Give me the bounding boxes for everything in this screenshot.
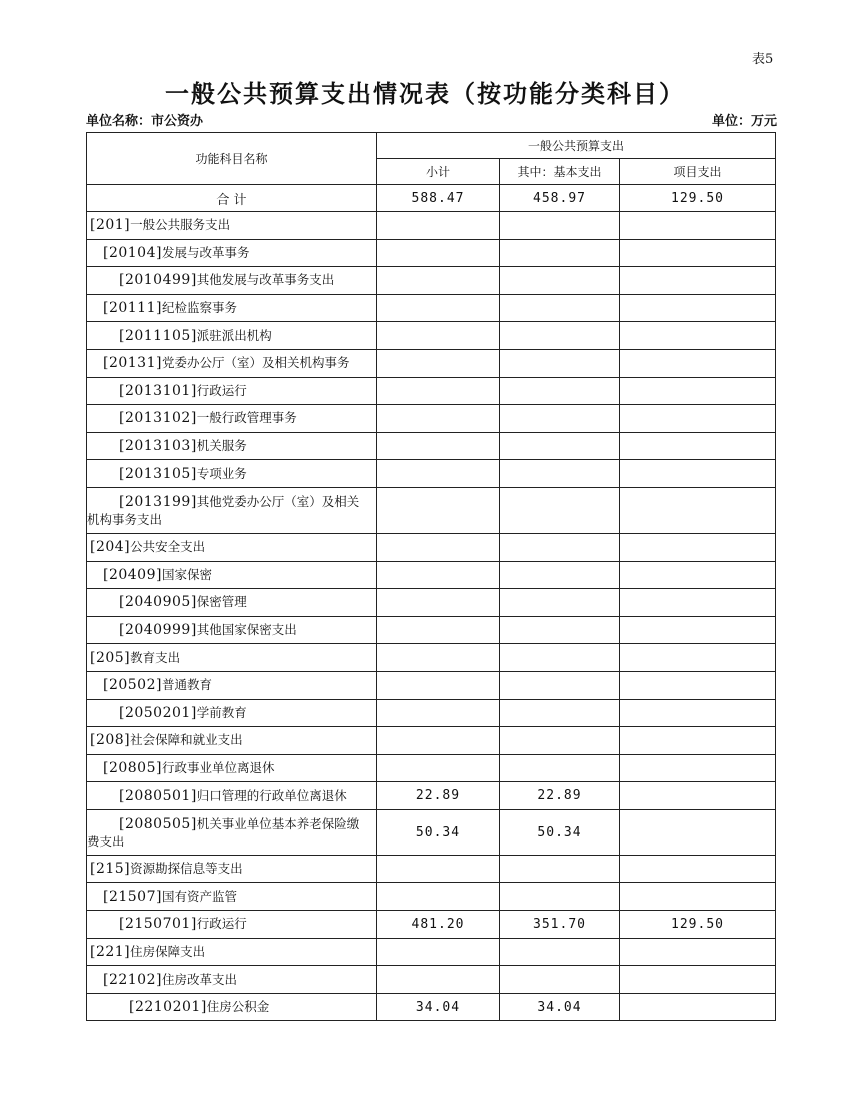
row-project — [620, 883, 776, 911]
table-row — [87, 533, 776, 561]
row-code: [2011105] — [119, 327, 197, 344]
row-name: 公共安全支出 — [130, 539, 206, 555]
row-name: 其他国家保密支出 — [196, 622, 297, 638]
row-basic: 22.89 — [500, 782, 620, 810]
row-subtotal — [377, 533, 500, 561]
row-name: 行政运行 — [196, 382, 247, 398]
row-basic — [500, 432, 620, 460]
table-row — [87, 322, 776, 350]
row-project — [620, 644, 776, 672]
row-subtotal — [377, 239, 500, 267]
table-row — [87, 782, 776, 810]
row-basic — [500, 671, 620, 699]
row-project — [620, 855, 776, 883]
row-subtotal: 22.89 — [377, 782, 500, 810]
row-subtotal — [377, 616, 500, 644]
row-label — [87, 294, 377, 322]
row-project — [620, 460, 776, 488]
table-row — [87, 883, 776, 911]
table-row — [87, 294, 776, 322]
row-subtotal — [377, 644, 500, 672]
budget-table — [86, 132, 776, 1021]
row-basic — [500, 727, 620, 755]
row-name: 住房保障支出 — [130, 943, 206, 959]
row-code: [20104] — [103, 244, 162, 261]
row-project — [620, 809, 776, 855]
row-project — [620, 267, 776, 295]
row-label — [87, 212, 377, 240]
row-subtotal — [377, 589, 500, 617]
row-code: [201] — [90, 217, 131, 234]
row-label — [87, 671, 377, 699]
row-label — [87, 911, 377, 939]
total-label: 合 计 — [87, 185, 377, 212]
row-subtotal — [377, 377, 500, 405]
row-label — [87, 589, 377, 617]
row-basic — [500, 267, 620, 295]
row-basic — [500, 239, 620, 267]
row-project — [620, 533, 776, 561]
row-project — [620, 782, 776, 810]
row-subtotal — [377, 349, 500, 377]
row-label — [87, 938, 377, 966]
table-row — [87, 267, 776, 295]
row-name: 国家保密 — [161, 566, 212, 582]
row-code: [2010499] — [119, 272, 197, 289]
header-name: 功能科目名称 — [87, 133, 377, 185]
row-basic — [500, 938, 620, 966]
row-code: [2013102] — [119, 410, 197, 427]
row-name: 其他党委办公厅（室）及相关 — [196, 493, 360, 509]
row-subtotal — [377, 966, 500, 994]
unit-name: 单位名称：市公资办 — [86, 114, 204, 129]
row-project — [620, 487, 776, 533]
table-row — [87, 993, 776, 1021]
table-row — [87, 589, 776, 617]
row-subtotal — [377, 294, 500, 322]
header-subtotal: 小计 — [377, 159, 500, 185]
row-code: [2080501] — [119, 787, 197, 804]
row-subtotal — [377, 883, 500, 911]
row-code: [2080505] — [119, 815, 197, 832]
row-project: 129.50 — [620, 911, 776, 939]
row-project — [620, 432, 776, 460]
row-basic: 50.34 — [500, 809, 620, 855]
row-basic — [500, 616, 620, 644]
row-project — [620, 727, 776, 755]
row-code: [221] — [90, 943, 131, 960]
row-project — [620, 405, 776, 433]
row-basic: 351.70 — [500, 911, 620, 939]
total-subtotal: 588.47 — [377, 185, 500, 212]
row-name: 派驻派出机构 — [196, 327, 272, 343]
row-project — [620, 561, 776, 589]
table-row — [87, 727, 776, 755]
row-subtotal — [377, 460, 500, 488]
row-label — [87, 727, 377, 755]
row-code: [20502] — [103, 677, 162, 694]
row-subtotal — [377, 487, 500, 533]
row-code: [215] — [90, 861, 131, 878]
row-project — [620, 966, 776, 994]
row-code: [20131] — [103, 355, 162, 372]
row-basic — [500, 377, 620, 405]
row-basic — [500, 294, 620, 322]
row-project — [620, 377, 776, 405]
row-label — [87, 533, 377, 561]
table-row — [87, 405, 776, 433]
row-name: 一般行政管理事务 — [196, 410, 297, 426]
table-row — [87, 966, 776, 994]
row-subtotal — [377, 699, 500, 727]
row-basic — [500, 405, 620, 433]
row-basic — [500, 883, 620, 911]
table-row — [87, 349, 776, 377]
row-name: 国有资产监管 — [161, 888, 237, 904]
table-row — [87, 855, 776, 883]
row-label — [87, 855, 377, 883]
row-name: 一般公共服务支出 — [130, 217, 231, 233]
row-basic — [500, 561, 620, 589]
row-code: [2013101] — [119, 382, 197, 399]
row-name: 住房改革支出 — [161, 971, 237, 987]
row-project — [620, 616, 776, 644]
table-row — [87, 460, 776, 488]
row-basic — [500, 487, 620, 533]
table-row — [87, 487, 776, 533]
row-code: [2040999] — [119, 622, 197, 639]
total-row — [87, 185, 776, 212]
row-label — [87, 616, 377, 644]
row-project — [620, 349, 776, 377]
row-project — [620, 294, 776, 322]
row-project — [620, 322, 776, 350]
row-project — [620, 239, 776, 267]
row-name: 社会保障和就业支出 — [130, 732, 243, 748]
row-name-cont: 机构事务支出 — [87, 511, 163, 527]
row-project — [620, 754, 776, 782]
row-basic — [500, 533, 620, 561]
row-label — [87, 460, 377, 488]
row-code: [2040905] — [119, 594, 197, 611]
row-label — [87, 993, 377, 1021]
row-name: 学前教育 — [196, 704, 247, 720]
row-project — [620, 671, 776, 699]
row-name: 教育支出 — [130, 649, 181, 665]
total-basic: 458.97 — [500, 185, 620, 212]
table-row — [87, 671, 776, 699]
row-name: 行政运行 — [196, 916, 247, 932]
table-row — [87, 809, 776, 855]
row-subtotal: 481.20 — [377, 911, 500, 939]
row-subtotal — [377, 322, 500, 350]
row-subtotal — [377, 855, 500, 883]
table-row — [87, 239, 776, 267]
table-row — [87, 644, 776, 672]
row-name: 行政事业单位离退休 — [161, 759, 275, 775]
row-code: [2150701] — [119, 916, 197, 933]
row-project — [620, 993, 776, 1021]
row-label — [87, 405, 377, 433]
row-subtotal — [377, 405, 500, 433]
row-project — [620, 212, 776, 240]
table-row — [87, 432, 776, 460]
row-code: [204] — [90, 539, 131, 556]
row-label — [87, 754, 377, 782]
row-basic — [500, 699, 620, 727]
row-basic — [500, 212, 620, 240]
row-subtotal: 34.04 — [377, 993, 500, 1021]
row-name: 其他发展与改革事务支出 — [196, 272, 335, 288]
row-name: 机关事业单位基本养老保险缴 — [196, 815, 360, 831]
table-row — [87, 377, 776, 405]
row-name: 发展与改革事务 — [161, 244, 250, 260]
row-label — [87, 267, 377, 295]
table-row — [87, 911, 776, 939]
row-label — [87, 487, 377, 533]
row-basic — [500, 966, 620, 994]
row-name: 纪检监察事务 — [161, 300, 237, 316]
header-group: 一般公共预算支出 — [377, 133, 776, 159]
row-basic: 34.04 — [500, 993, 620, 1021]
row-code: [2210201] — [129, 999, 207, 1016]
row-subtotal — [377, 727, 500, 755]
row-code: [20409] — [103, 566, 162, 583]
table-row — [87, 699, 776, 727]
row-name: 党委办公厅（室）及相关机构事务 — [161, 355, 350, 371]
row-subtotal — [377, 432, 500, 460]
row-code: [21507] — [103, 888, 162, 905]
row-code: [2013199] — [119, 493, 197, 510]
row-code: [205] — [90, 649, 131, 666]
row-name: 住房公积金 — [206, 999, 270, 1015]
row-name: 普通教育 — [161, 677, 212, 693]
header-project: 项目支出 — [620, 159, 776, 185]
row-name: 归口管理的行政单位离退休 — [196, 787, 347, 803]
row-subtotal — [377, 561, 500, 589]
table-row — [87, 938, 776, 966]
row-basic — [500, 754, 620, 782]
row-basic — [500, 460, 620, 488]
row-label — [87, 809, 377, 855]
table-row — [87, 561, 776, 589]
row-label — [87, 432, 377, 460]
row-project — [620, 589, 776, 617]
header-basic: 其中：基本支出 — [500, 159, 620, 185]
row-subtotal — [377, 671, 500, 699]
row-basic — [500, 589, 620, 617]
row-name: 资源勘探信息等支出 — [130, 861, 243, 877]
row-basic — [500, 855, 620, 883]
row-label — [87, 883, 377, 911]
row-basic — [500, 322, 620, 350]
row-project — [620, 938, 776, 966]
row-label — [87, 644, 377, 672]
unit-money: 单位：万元 — [712, 114, 778, 129]
row-name-cont: 费支出 — [87, 833, 125, 849]
row-label — [87, 782, 377, 810]
table-row — [87, 616, 776, 644]
row-name: 专项业务 — [196, 465, 247, 481]
row-label — [87, 966, 377, 994]
row-label — [87, 377, 377, 405]
row-name: 保密管理 — [196, 594, 247, 610]
row-basic — [500, 349, 620, 377]
row-label — [87, 239, 377, 267]
row-subtotal — [377, 212, 500, 240]
row-code: [20805] — [103, 759, 162, 776]
row-label — [87, 699, 377, 727]
row-label — [87, 349, 377, 377]
row-code: [20111] — [103, 300, 162, 317]
row-subtotal: 50.34 — [377, 809, 500, 855]
total-project: 129.50 — [620, 185, 776, 212]
row-subtotal — [377, 938, 500, 966]
row-code: [208] — [90, 732, 131, 749]
row-code: [2050201] — [119, 704, 197, 721]
table-row — [87, 212, 776, 240]
row-code: [2013105] — [119, 465, 197, 482]
row-project — [620, 699, 776, 727]
row-basic — [500, 644, 620, 672]
row-label — [87, 561, 377, 589]
row-label — [87, 322, 377, 350]
row-subtotal — [377, 267, 500, 295]
table-row — [87, 754, 776, 782]
page-title: 一般公共预算支出情况表（按功能分类科目） — [165, 79, 685, 108]
sheet-number: 表5 — [752, 52, 774, 67]
row-subtotal — [377, 754, 500, 782]
row-code: [2013103] — [119, 438, 197, 455]
row-code: [22102] — [103, 971, 162, 988]
row-name: 机关服务 — [196, 438, 247, 454]
